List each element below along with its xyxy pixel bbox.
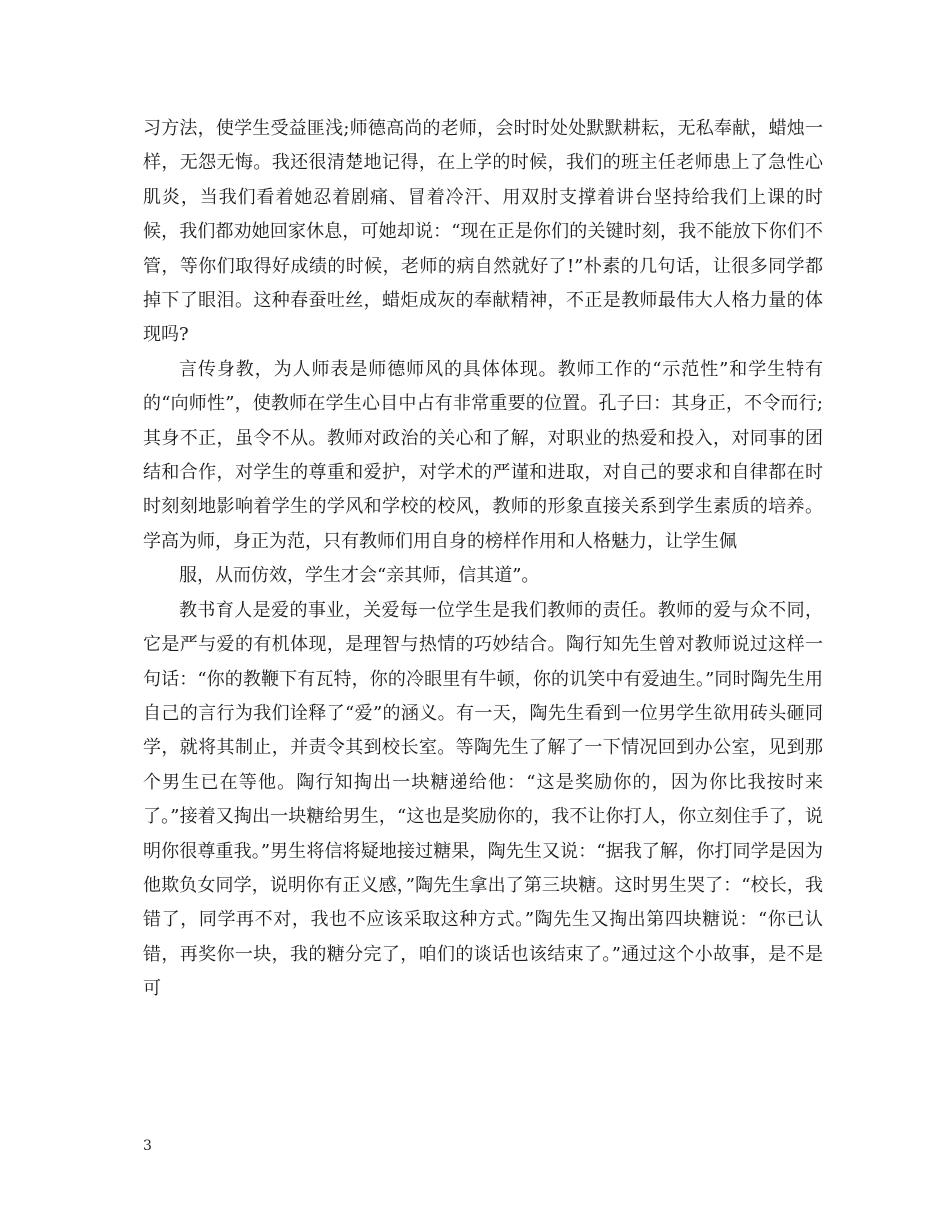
paragraph-1: 习方法，使学生受益匪浅;师德高尚的老师，会时时处处默默耕耘，无私奉献，蜡烛一样，无怨无悔。我还很清楚地记得，在上学的时候，我们的班主任老师患上了急性心肌炎，当我们看着她忍着剧痛、冒着冷汗、用双肘支撑着讲台坚持给我们上课的时候，我们都劝她回家休息，可她却说：“现在正是你们的关键时刻，我不能放下你们不管，等你们取得好成绩的时候，老师的病自然就好了!”朴素的几句话，让很多同学都掉下了眼泪。这种春蚕吐丝，蜡炬成灰的奉献精神，不正是教师最伟大人格力量的体现吗? (143, 118, 823, 346)
body-text (143, 112, 823, 1007)
paragraph-3: 服，从而仿效，学生才会“亲其师，信其道”。 (179, 565, 540, 587)
paragraph-2: 言传身教，为人师表是师德师风的具体体现。教师工作的“示范性”和学生特有的“向师性”，使教师在学生心目中占有非常重要的位置。孔子曰：其身正，不令而行;其身不正，虽令不从。教师对政治的关心和了解，对职业的热爱和投入，对同事的团结和合作，对学生的尊重和爱护，对学术的严谨和进取，对自己的要求和自律都在时时刻刻地影响着学生的学风和学校的校风，教师的形象直接关系到学生素质的培养。学高为师，身正为范，只有教师们用自身的榜样作用和人格魅力，让学生佩 (143, 358, 823, 552)
paragraph-4: 教书育人是爱的事业，关爱每一位学生是我们教师的责任。教师的爱与众不同，它是严与爱的有机体现，是理智与热情的巧妙结合。陶行知先生曾对教师说过这样一句话：“你的教鞭下有瓦特，你的冷眼里有牛顿，你的讥笑中有爱迪生。”同时陶先生用自己的言行为我们诠释了“爱”的涵义。有一天，陶先生看到一位男学生欲用砖头砸同学，就将其制止，并责令其到校长室。等陶先生了解了一下情况回到办公室，见到那个男生已在等他。陶行知掏出一块糖递给他：“这是奖励你的，因为你比我按时来了。”接着又掏出一块糖给男生，“这也是奖励你的，我不让你打人，你立刻住手了，说明你很尊重我。”男生将信将疑地接过糖果，陶先生又说：“据我了解，你打同学是因为他欺负女同学，说明你有正义感，”陶先生拿出了第三块糖。这时男生哭了：“校长，我错了，同学再不对，我也不应该采取这种方式。”陶先生又掏出第四块糖说：“你已认错，再奖你一块，我的糖分完了，咱们的谈话也该结束了。”通过这个小故事，是不是可 (143, 599, 823, 1000)
page-number: 3 (143, 1138, 152, 1154)
